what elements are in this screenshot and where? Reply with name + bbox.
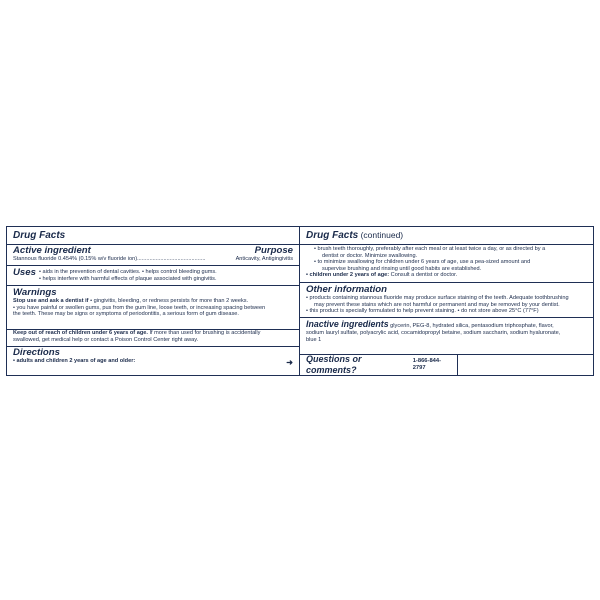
inactive-ingredients-heading: Inactive ingredients xyxy=(306,319,389,329)
directions-continued-section xyxy=(300,246,593,279)
directions-line-5: supervise brushing and rinsing until good habits are established. xyxy=(322,265,482,272)
other-line-3: • this product is specially formulated to help prevent staining. • do not store above 25°C (77°F) xyxy=(306,308,539,315)
continued-suffix: (continued) xyxy=(358,230,404,240)
purpose-text: Anticavity, Antigingivitis xyxy=(235,256,293,262)
warnings-line-3: the teeth. These may be signs or symptoms of periodontitis, a serious form of gum disease. xyxy=(13,311,239,318)
continue-arrow-icon: ➜ xyxy=(286,358,293,367)
warnings-heading: Warnings xyxy=(13,287,57,298)
other-line-1: • products containing stannous fluoride may produce surface staining of the teeth. Adequate toothbrushing xyxy=(306,295,569,301)
drug-facts-header xyxy=(7,230,299,241)
directions-section xyxy=(7,347,299,365)
uses-line-1: • aids in the prevention of dental cavities. • helps control bleeding gums. xyxy=(39,269,217,275)
drug-facts-continued-header xyxy=(300,230,593,241)
other-line-2: may prevent these stains which are not harmful or permanent and may be removed by your dentist. xyxy=(314,301,560,308)
left-column xyxy=(7,227,300,375)
warnings-line-2: • you have painful or swollen gums, pus from the gum line, loose teeth, or increasing spacing between xyxy=(13,304,266,311)
leader-dots: ............................................ xyxy=(137,256,206,262)
divider xyxy=(300,244,593,245)
directions-heading: Directions xyxy=(13,347,60,358)
right-column xyxy=(300,227,593,375)
stop-use-text: • gingivitis, bleeding, or redness persists for more than 2 weeks. xyxy=(88,298,249,304)
uses-line-2: • helps interfere with harmful effects of plaque associated with gingivitis. xyxy=(39,275,217,282)
active-ingredient-text: Stannous fluoride 0.454% (0.15% w/v fluoride ion) xyxy=(13,256,138,262)
questions-heading: Questions or comments? xyxy=(306,354,362,375)
children-under-2-label: • children under 2 years of age: xyxy=(306,272,390,279)
other-information-section xyxy=(300,284,593,315)
questions-box xyxy=(300,355,458,375)
drug-facts-title: Drug Facts xyxy=(13,230,66,241)
drug-facts-panel xyxy=(6,226,594,376)
active-ingredient-heading: Active ingredient xyxy=(13,245,91,256)
inactive-line-2: sodium lauryl sulfate, polyacrylic acid, cocamidopropyl betaine, sodium saccharin, sodium hyaluronate, xyxy=(306,330,561,336)
directions-line-2: • brush teeth thoroughly, preferably after each meal or at least twice a day, or as directed by a xyxy=(314,246,546,252)
inactive-line-3: blue 1 xyxy=(306,336,322,343)
divider xyxy=(7,285,299,286)
divider xyxy=(300,282,593,283)
phone-number: 1-866-844-2797 xyxy=(412,358,442,371)
children-under-2-text: Consult a dentist or doctor. xyxy=(389,272,458,279)
keep-out-label: Keep out of reach of children under 6 years of age. xyxy=(13,330,148,336)
inactive-line-1: glycerin, PEG-8, hydrated silica, pentasodium triphosphate, flavor, xyxy=(388,323,554,329)
other-information-heading: Other information xyxy=(306,284,388,295)
directions-line-4: • to minimize swallowing for children under 6 years of age, use a pea-sized amount and xyxy=(314,259,531,266)
active-ingredient-section xyxy=(7,245,299,263)
drug-facts-title-continued: Drug Facts xyxy=(306,230,359,241)
uses-section xyxy=(7,267,299,282)
warnings-section xyxy=(7,287,299,318)
questions-section xyxy=(300,355,593,375)
keep-out-text: If more than used for brushing is accidentally xyxy=(147,330,261,336)
stop-use-label: Stop use and ask a dentist if xyxy=(13,298,89,304)
purpose-heading: Purpose xyxy=(254,245,293,256)
keep-out-line-2: swallowed, get medical help or contact a Poison Control Center right away. xyxy=(13,336,199,343)
divider xyxy=(7,265,299,266)
directions-line-3: dentist or doctor. Minimize swallowing. xyxy=(322,252,418,259)
keep-out-section xyxy=(7,330,299,343)
directions-line-1: • adults and children 2 years of age and older: xyxy=(13,358,136,364)
divider xyxy=(300,317,593,318)
uses-heading: Uses xyxy=(13,267,36,278)
inactive-ingredients-section xyxy=(300,319,593,343)
